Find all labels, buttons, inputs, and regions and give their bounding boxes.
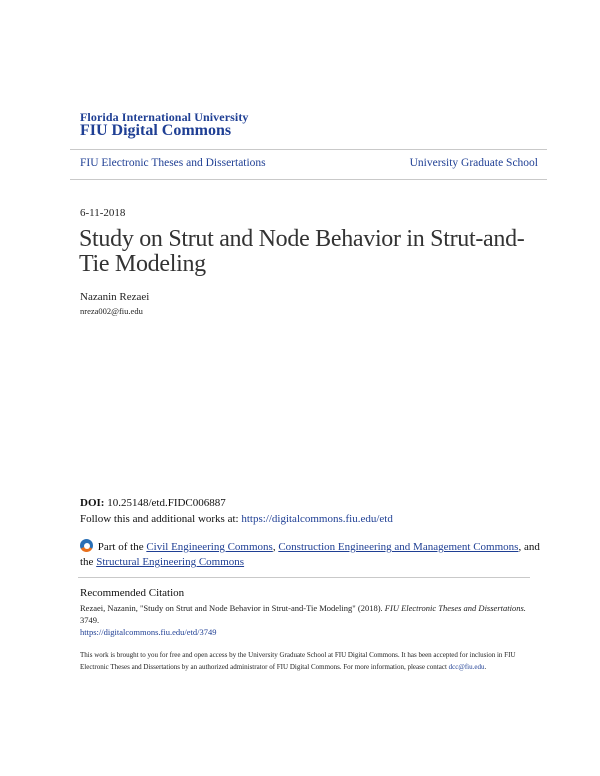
author-name: Nazanin Rezaei bbox=[80, 291, 150, 303]
publication-date: 6-11-2018 bbox=[80, 207, 126, 219]
series-link[interactable]: FIU Electronic Theses and Dissertations bbox=[80, 157, 266, 169]
doi-label: DOI: bbox=[80, 497, 105, 509]
header-divider-bottom bbox=[70, 179, 547, 180]
etd-collection-link[interactable]: https://digitalcommons.fiu.edu/etd bbox=[241, 513, 393, 525]
institution-name: Florida International University bbox=[80, 110, 249, 124]
access-notice bbox=[80, 649, 525, 673]
citation-divider bbox=[78, 577, 530, 578]
part-of-prefix: Part of the bbox=[97, 541, 144, 553]
doi-value: 10.25148/etd.FIDC006887 bbox=[107, 497, 226, 509]
repository-name[interactable]: FIU Digital Commons bbox=[80, 122, 232, 139]
civil-engineering-commons-link[interactable]: Civil Engineering Commons bbox=[146, 541, 273, 553]
bepress-network-icon bbox=[80, 539, 93, 552]
contact-email-link[interactable]: dcc@fiu.edu bbox=[448, 663, 485, 671]
access-notice-end: . bbox=[484, 663, 487, 671]
construction-engineering-commons-link[interactable]: Construction Engineering and Management Commons bbox=[278, 541, 519, 553]
school-link[interactable]: University Graduate School bbox=[409, 157, 538, 169]
part-of-separator: , bbox=[272, 541, 276, 553]
citation-url-link[interactable]: https://digitalcommons.fiu.edu/etd/3749 bbox=[80, 627, 217, 637]
part-of-conjunction: , and the bbox=[80, 541, 540, 568]
follow-text: Follow this and additional works at: bbox=[80, 513, 239, 525]
header-divider-top bbox=[70, 149, 547, 150]
citation-heading: Recommended Citation bbox=[80, 587, 185, 599]
author-email: nreza002@fiu.edu bbox=[80, 306, 143, 316]
citation-series: FIU Electronic Theses and Dissertations. bbox=[384, 603, 526, 613]
follow-line bbox=[80, 513, 393, 525]
citation-text bbox=[80, 602, 530, 638]
access-notice-text: This work is brought to you for free and open access by the University Graduate School at FIU Digital Commons. It has been accepted for inclusion in FIU Electronic Theses and Dissertations by an authorized administrator of FIU Digital Commons. For more information, please contact bbox=[80, 651, 516, 671]
citation-number: 3749. bbox=[80, 615, 100, 625]
doi-line bbox=[80, 497, 226, 509]
part-of-commons bbox=[80, 539, 540, 570]
structural-engineering-commons-link[interactable]: Structural Engineering Commons bbox=[96, 556, 245, 568]
citation-body: Rezaei, Nazanin, "Study on Strut and Node Behavior in Strut-and-Tie Modeling" (2018). bbox=[80, 603, 383, 613]
document-title: Study on Strut and Node Behavior in Strut-and-Tie Modeling bbox=[79, 226, 525, 277]
